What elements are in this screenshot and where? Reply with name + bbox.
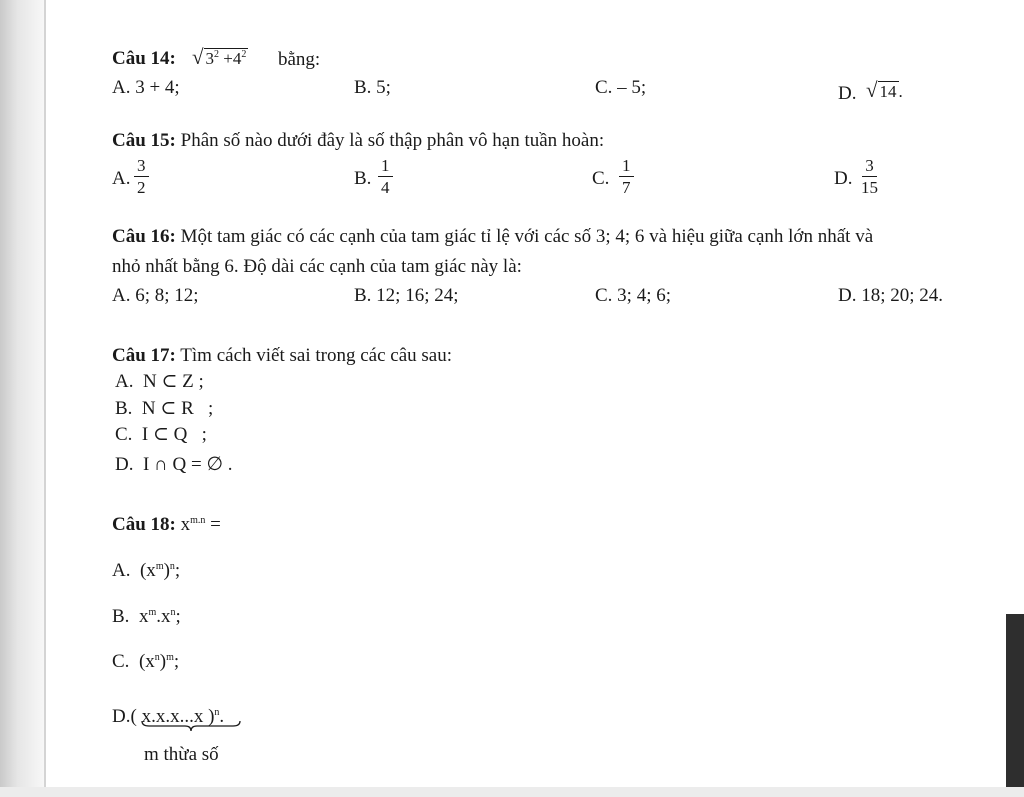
q17-option-a: A. N ⊂ Z ; [115, 371, 204, 392]
q17-stem: Câu 17: Tìm cách viết sai trong các câu sau: [112, 345, 452, 366]
q17-option-d: D. I ∩ Q = ∅ . [115, 454, 233, 475]
q15-option-d-fraction: $\frac{3}{15}$ [861, 156, 878, 197]
q18-option-d: D.( x.x.x...x )$^n$. [112, 706, 225, 727]
q15-option-c-label: C. [592, 168, 610, 189]
q15-option-b-fraction: $\frac{1}{4}$ [378, 156, 393, 197]
q16-stem-line1: Câu 16: Một tam giác có các cạnh của tam giác tỉ lệ với các số 3; 4; 6 và hiệu giữa cạnh lớn nhất và [112, 226, 874, 247]
q16-option-b: B. 12; 16; 24; [354, 285, 459, 306]
q18-option-c: C. $(x^n)^m$; [112, 651, 180, 672]
q15-option-a-fraction: $\frac{3}{2}$ [134, 156, 149, 197]
underbrace-symbol [141, 720, 241, 732]
q14-sqrt-expression: √ $3^2 +4^2$ [192, 45, 247, 69]
bottom-toolbar-strip [0, 787, 1024, 797]
q15-stem: Câu 15: Phân số nào dưới đây là số thập phân vô hạn tuần hoàn: [112, 130, 605, 151]
q15-option-a-label: A. [112, 168, 131, 189]
q17-option-c: C. I ⊂ Q ; [115, 424, 207, 445]
q15-option-d-label: D. [834, 168, 853, 189]
q18-stem: Câu 18: $x^{m.n}$ = [112, 514, 221, 535]
q16-stem-line2: nhỏ nhất bằng 6. Độ dài các cạnh của tam giác này là: [112, 256, 522, 277]
q14-option-d-label: D. [838, 83, 857, 104]
q15-option-c-fraction: $\frac{1}{7}$ [619, 156, 634, 197]
q18-option-d-underbrace-label: m thừa số [144, 744, 219, 765]
q18-option-b: B. $x^m.x^n$; [112, 606, 181, 627]
q16-option-d: D. 18; 20; 24. [838, 285, 944, 306]
q18-option-a: A. $(x^m)^n$; [112, 560, 181, 581]
q14-option-c: C. – 5; [595, 77, 647, 98]
q14-option-b: B. 5; [354, 77, 391, 98]
q14-option-d-sqrt: √ 14 . [866, 78, 903, 102]
q15-option-b-label: B. [354, 168, 372, 189]
q16-option-a: A. 6; 8; 12; [112, 285, 199, 306]
q14-option-a: A. 3 + 4; [112, 77, 180, 98]
q14-tail: bằng: [278, 49, 321, 70]
scrollbar-thumb[interactable] [1006, 614, 1024, 797]
q16-option-c: C. 3; 4; 6; [595, 285, 672, 306]
q14-label: Câu 14: [112, 48, 176, 69]
q17-option-b: B. N ⊂ R ; [115, 398, 214, 419]
